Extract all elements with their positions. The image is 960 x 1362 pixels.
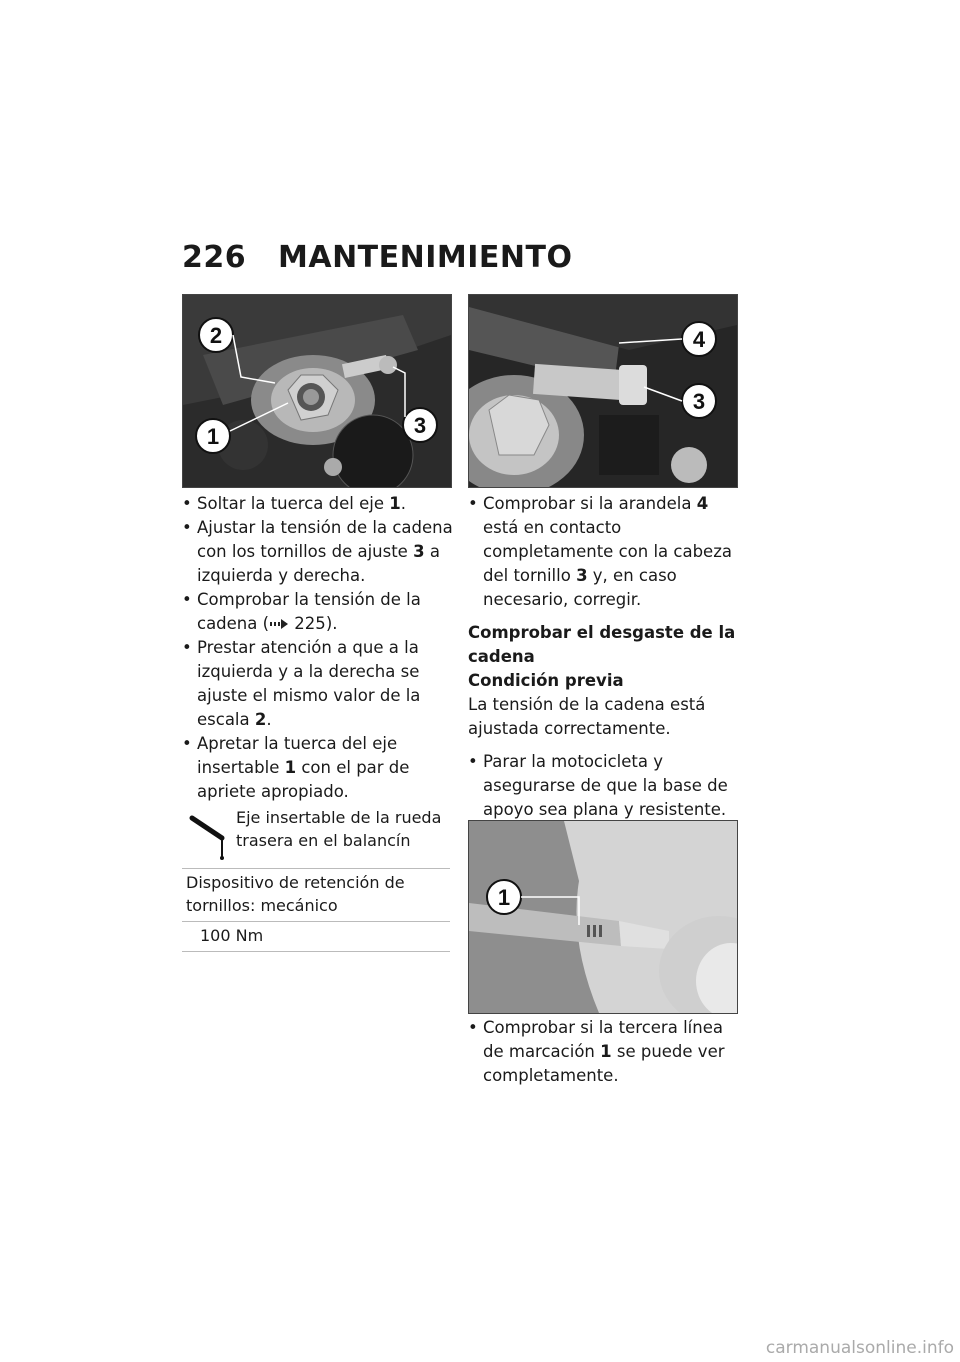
list-item bbox=[182, 636, 454, 732]
list-item: • Parar la motocicleta y asegurarse de que la base de apoyo sea plana y resistente. bbox=[468, 750, 742, 822]
spec-condition: Dispositivo de retención de tornillos: mecánico bbox=[186, 873, 405, 915]
wrench-icon bbox=[186, 806, 234, 864]
right-steps bbox=[468, 492, 742, 822]
list-item bbox=[468, 1016, 742, 1088]
spec-title-row bbox=[182, 804, 450, 869]
callout-3b: 3 bbox=[692, 389, 706, 414]
left-steps bbox=[182, 492, 454, 804]
step-text: Comprobar si la arandela bbox=[483, 494, 697, 513]
callout-3: 3 bbox=[413, 413, 427, 438]
step-text: está en contacto completamente con la cabeza del tornillo bbox=[483, 518, 732, 585]
page-reference-arrow-icon bbox=[269, 618, 289, 630]
list-item bbox=[182, 732, 454, 804]
step-text: con el par de apriete apropiado. bbox=[197, 758, 410, 801]
callout-2: 2 bbox=[209, 323, 223, 348]
list-item bbox=[468, 492, 742, 612]
step-ref: 3 bbox=[413, 542, 425, 561]
spec-title: Eje insertable de la rueda trasera en el balancín bbox=[236, 808, 442, 850]
step-text: . bbox=[400, 494, 406, 513]
section-subheading: Condición previa bbox=[468, 671, 624, 690]
page-title: MANTENIMIENTO bbox=[278, 240, 573, 275]
step-ref: 1 bbox=[284, 758, 297, 777]
step-text: ). bbox=[325, 614, 338, 633]
step-text: Apretar la tuerca del eje insertable bbox=[197, 734, 398, 777]
page-reference: 225 bbox=[289, 614, 326, 633]
step-text: Soltar la tuerca del eje bbox=[197, 494, 390, 513]
photo-chain-wear-marking bbox=[468, 820, 738, 1014]
photo-washer-screw bbox=[468, 294, 738, 488]
section-heading: Comprobar el desgaste de la cadena bbox=[468, 623, 736, 666]
callout-1c: 1 bbox=[497, 885, 511, 910]
spec-value-row bbox=[182, 922, 450, 952]
step-ref: 1 bbox=[389, 494, 401, 513]
step-ref: 1 bbox=[600, 1042, 612, 1061]
page-number: 226 bbox=[182, 240, 247, 275]
page-header bbox=[182, 240, 573, 275]
photo-chain-adjuster-left bbox=[182, 294, 452, 488]
step-text: . bbox=[266, 710, 272, 729]
torque-spec-table bbox=[182, 804, 450, 952]
list-item bbox=[182, 492, 454, 516]
spec-condition-row bbox=[182, 869, 450, 922]
callout-4: 4 bbox=[692, 327, 706, 352]
step-text: a izquierda y derecha. bbox=[197, 542, 440, 585]
step-text: Comprobar si la tercera línea de marcación bbox=[483, 1018, 723, 1061]
step-text: se puede ver completamente. bbox=[483, 1042, 725, 1085]
step-text: y, en caso necesario, corregir. bbox=[483, 566, 677, 609]
step-text: Ajustar la tensión de la cadena con los tornillos de ajuste bbox=[197, 518, 453, 561]
step-ref: 2 bbox=[254, 710, 267, 729]
step-ref: 3 bbox=[576, 566, 588, 585]
list-item bbox=[182, 588, 454, 636]
step-text: Comprobar la tensión de la cadena ( bbox=[197, 590, 421, 633]
condition-text: La tensión de la cadena está ajustada correctamente. bbox=[468, 695, 706, 738]
step-ref: 4 bbox=[696, 494, 709, 513]
step-text: Prestar atención a que a la izquierda y a la derecha se ajuste el mismo valor de la escala bbox=[197, 638, 421, 729]
spec-value: 100 Nm bbox=[200, 926, 264, 945]
callout-1: 1 bbox=[206, 424, 220, 449]
list-item bbox=[182, 516, 454, 588]
final-step bbox=[468, 1016, 742, 1088]
watermark: carmanualsonline.info bbox=[765, 1338, 954, 1358]
